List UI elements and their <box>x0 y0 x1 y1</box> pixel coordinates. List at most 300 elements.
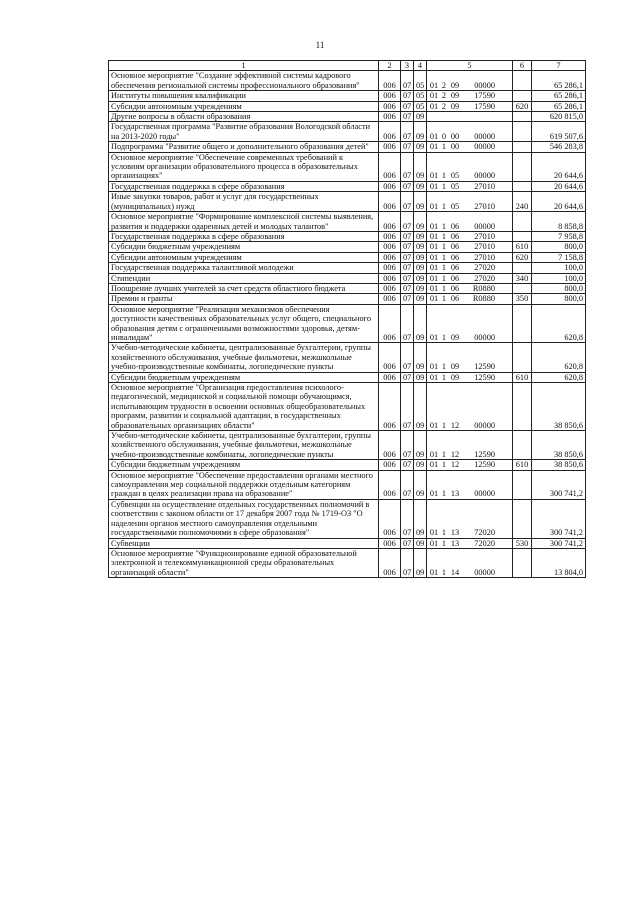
row-name: Субсидии автономным учреждениям <box>109 101 379 111</box>
row-name: Другие вопросы в области образования <box>109 112 379 122</box>
row-subsection-code: 09 <box>414 112 427 122</box>
row-subsection-code: 09 <box>414 372 427 382</box>
row-amount: 100,0 <box>532 273 586 283</box>
target-article-part-4: 27010 <box>474 181 495 191</box>
target-article-part-2: 1 <box>441 242 447 252</box>
row-target-article-code <box>427 538 513 548</box>
row-name: Основное мероприятие "Организация предоставления психолого-педагогической, медицинской и социальной помощи обучающимся, испытывающим трудности в освоении основных общеобразовательных программ, развитии и социальной адаптации, в государственных образовательных организациях области" <box>109 383 379 431</box>
target-article-part-3: 09 <box>450 101 460 111</box>
row-ministry-code: 006 <box>379 304 401 343</box>
header-col-4: 4 <box>414 61 427 71</box>
target-article-part-4: 00000 <box>474 420 495 430</box>
row-section-code: 07 <box>401 181 414 191</box>
row-section-code: 07 <box>401 431 414 460</box>
row-section-code: 07 <box>401 112 414 122</box>
target-article-part-2: 1 <box>441 362 447 372</box>
target-article-part-1: 01 <box>429 294 439 304</box>
row-amount: 38 850,6 <box>532 431 586 460</box>
table-row <box>109 431 586 460</box>
target-article-part-4: 17590 <box>474 91 495 101</box>
row-section-code: 07 <box>401 470 414 499</box>
row-subsection-code: 09 <box>414 273 427 283</box>
row-name: Премии и гранты <box>109 294 379 304</box>
row-name: Основное мероприятие "Создание эффективной системы кадрового обеспечения региональной системы профессионального образования" <box>109 71 379 91</box>
row-ministry-code: 006 <box>379 470 401 499</box>
target-article-part-1: 01 <box>429 449 439 459</box>
budget-table <box>108 60 586 578</box>
row-ministry-code: 006 <box>379 231 401 241</box>
row-expense-type-code: 620 <box>513 252 532 262</box>
target-article-part-4: 12590 <box>474 362 495 372</box>
target-article-part-2: 1 <box>441 567 447 577</box>
row-expense-type-code <box>513 122 532 142</box>
row-expense-type-code: 340 <box>513 273 532 283</box>
target-article-part-4: 12590 <box>474 460 495 470</box>
row-expense-type-code <box>513 181 532 191</box>
target-article-part-3: 09 <box>450 362 460 372</box>
table-row <box>109 192 586 212</box>
row-amount: 7 158,8 <box>532 252 586 262</box>
row-target-article-code <box>427 263 513 273</box>
target-article-part-1: 01 <box>429 489 439 499</box>
target-article-part-1: 01 <box>429 263 439 273</box>
row-expense-type-code <box>513 212 532 232</box>
target-article-part-4: R0880 <box>472 294 495 304</box>
target-article-part-2: 1 <box>441 263 447 273</box>
target-article-part-4: R0880 <box>472 283 495 293</box>
row-subsection-code: 09 <box>414 242 427 252</box>
row-target-article-code <box>427 112 513 122</box>
target-article-part-4: 72020 <box>474 528 495 538</box>
target-article-part-4: 27020 <box>474 263 495 273</box>
target-article-part-3: 06 <box>450 273 460 283</box>
row-subsection-code: 09 <box>414 431 427 460</box>
target-article-part-3: 06 <box>450 283 460 293</box>
header-col-7: 7 <box>532 61 586 71</box>
row-name: Государственная поддержка в сфере образования <box>109 231 379 241</box>
row-name: Основное мероприятие "Формирование комплексной системы выявления, развития и поддержки одаренных детей и молодых талантов" <box>109 212 379 232</box>
target-article-part-4: 27010 <box>474 252 495 262</box>
target-article-part-1: 01 <box>429 372 439 382</box>
row-amount: 620 815,0 <box>532 112 586 122</box>
target-article-part-1: 01 <box>429 142 439 152</box>
row-name: Стипендии <box>109 273 379 283</box>
target-article-part-1: 01 <box>429 252 439 262</box>
target-article-part-1: 01 <box>429 567 439 577</box>
table-row <box>109 231 586 241</box>
row-name: Субсидии бюджетным учреждениям <box>109 460 379 470</box>
row-target-article-code <box>427 499 513 538</box>
target-article-part-4: 00000 <box>474 567 495 577</box>
table-row <box>109 252 586 262</box>
target-article-part-2: 1 <box>441 283 447 293</box>
row-amount: 65 286,1 <box>532 71 586 91</box>
row-expense-type-code <box>513 431 532 460</box>
table-row <box>109 470 586 499</box>
row-ministry-code: 006 <box>379 372 401 382</box>
row-expense-type-code <box>513 304 532 343</box>
target-article-part-3: 09 <box>450 91 460 101</box>
row-name: Субсидии автономным учреждениям <box>109 252 379 262</box>
target-article-part-4: 00000 <box>474 171 495 181</box>
row-target-article-code <box>427 181 513 191</box>
row-subsection-code: 09 <box>414 231 427 241</box>
row-ministry-code: 006 <box>379 263 401 273</box>
row-subsection-code: 09 <box>414 470 427 499</box>
row-section-code: 07 <box>401 122 414 142</box>
row-amount: 20 644,6 <box>532 152 586 181</box>
target-article-part-4: 72020 <box>474 538 495 548</box>
row-amount: 300 741,2 <box>532 470 586 499</box>
table-row <box>109 242 586 252</box>
row-subsection-code: 09 <box>414 460 427 470</box>
row-subsection-code: 09 <box>414 192 427 212</box>
row-target-article-code <box>427 343 513 372</box>
header-row <box>109 61 586 71</box>
row-name: Государственная программа "Развитие образования Вологодской области на 2013-2020 годы" <box>109 122 379 142</box>
row-ministry-code: 006 <box>379 152 401 181</box>
header-col-5: 5 <box>427 61 513 71</box>
table-row <box>109 343 586 372</box>
row-expense-type-code <box>513 548 532 577</box>
table-row <box>109 294 586 304</box>
row-name: Основное мероприятие "Функционирование единой образовательной электронной и телекоммуникационной среды образовательных организаций области" <box>109 548 379 577</box>
row-target-article-code <box>427 122 513 142</box>
target-article-part-2: 1 <box>441 221 447 231</box>
row-subsection-code: 09 <box>414 142 427 152</box>
target-article-part-4: 00000 <box>474 489 495 499</box>
target-article-part-4: 17590 <box>474 101 495 111</box>
target-article-part-3: 05 <box>450 171 460 181</box>
row-section-code: 07 <box>401 304 414 343</box>
row-target-article-code <box>427 91 513 101</box>
target-article-part-1: 01 <box>429 528 439 538</box>
target-article-part-3: 05 <box>450 181 460 191</box>
table-row <box>109 142 586 152</box>
table-row <box>109 273 586 283</box>
row-subsection-code: 09 <box>414 152 427 181</box>
row-subsection-code: 09 <box>414 343 427 372</box>
row-section-code: 07 <box>401 252 414 262</box>
row-amount: 8 858,8 <box>532 212 586 232</box>
target-article-part-1: 01 <box>429 273 439 283</box>
target-article-part-1: 01 <box>429 242 439 252</box>
target-article-part-4: 27010 <box>474 201 495 211</box>
row-name: Основное мероприятие "Обеспечение предоставления органами местного самоуправления мер социальной поддержки отдельным категориям граждан в целях реализации права на образование" <box>109 470 379 499</box>
row-subsection-code: 05 <box>414 91 427 101</box>
target-article-part-2: 1 <box>441 489 447 499</box>
row-expense-type-code: 610 <box>513 242 532 252</box>
row-ministry-code: 006 <box>379 71 401 91</box>
target-article-part-2: 2 <box>441 101 447 111</box>
row-expense-type-code <box>513 470 532 499</box>
target-article-part-2: 1 <box>441 171 447 181</box>
row-name: Субсидии бюджетным учреждениям <box>109 372 379 382</box>
target-article-part-1: 01 <box>429 101 439 111</box>
target-article-part-4: 12590 <box>474 372 495 382</box>
row-section-code: 07 <box>401 242 414 252</box>
row-name: Институты повышения квалификации <box>109 91 379 101</box>
row-section-code: 07 <box>401 538 414 548</box>
row-amount: 65 286,1 <box>532 101 586 111</box>
table-row <box>109 460 586 470</box>
row-amount: 620,8 <box>532 343 586 372</box>
row-ministry-code: 006 <box>379 294 401 304</box>
target-article-part-1: 01 <box>429 231 439 241</box>
target-article-part-3: 05 <box>450 201 460 211</box>
row-name: Субвенции на осуществление отдельных государственных полномочий в соответствии с законом области от 17 декабря 2007 года № 1719-ОЗ "О наделении органов местного самоуправления отдельными государственными полномочиями в сфере образования" <box>109 499 379 538</box>
row-expense-type-code: 610 <box>513 372 532 382</box>
row-ministry-code: 006 <box>379 548 401 577</box>
target-article-part-1: 01 <box>429 80 439 90</box>
row-ministry-code: 006 <box>379 431 401 460</box>
row-section-code: 07 <box>401 460 414 470</box>
row-subsection-code: 09 <box>414 263 427 273</box>
target-article-part-3: 12 <box>450 449 460 459</box>
target-article-part-3: 13 <box>450 528 460 538</box>
target-article-part-1: 01 <box>429 460 439 470</box>
row-section-code: 07 <box>401 91 414 101</box>
row-name: Иные закупки товаров, работ и услуг для государственных (муниципальных) нужд <box>109 192 379 212</box>
target-article-part-2: 1 <box>441 273 447 283</box>
row-target-article-code <box>427 304 513 343</box>
row-section-code: 07 <box>401 283 414 293</box>
target-article-part-4: 27010 <box>474 242 495 252</box>
row-section-code: 07 <box>401 231 414 241</box>
target-article-part-2: 1 <box>441 372 447 382</box>
table-row <box>109 91 586 101</box>
row-subsection-code: 09 <box>414 548 427 577</box>
row-subsection-code: 09 <box>414 538 427 548</box>
row-amount: 620,8 <box>532 372 586 382</box>
row-amount: 7 958,8 <box>532 231 586 241</box>
row-expense-type-code: 610 <box>513 460 532 470</box>
row-target-article-code <box>427 294 513 304</box>
row-target-article-code <box>427 273 513 283</box>
row-subsection-code: 09 <box>414 252 427 262</box>
row-target-article-code <box>427 431 513 460</box>
row-amount: 620,8 <box>532 304 586 343</box>
table-row <box>109 538 586 548</box>
target-article-part-4: 00000 <box>474 80 495 90</box>
target-article-part-2: 1 <box>441 181 447 191</box>
target-article-part-2: 1 <box>441 231 447 241</box>
row-target-article-code <box>427 460 513 470</box>
row-target-article-code <box>427 372 513 382</box>
row-subsection-code: 05 <box>414 101 427 111</box>
row-subsection-code: 09 <box>414 294 427 304</box>
row-ministry-code: 006 <box>379 343 401 372</box>
table-row <box>109 181 586 191</box>
target-article-part-1: 01 <box>429 201 439 211</box>
target-article-part-1: 01 <box>429 283 439 293</box>
row-expense-type-code <box>513 142 532 152</box>
row-target-article-code <box>427 231 513 241</box>
row-expense-type-code: 240 <box>513 192 532 212</box>
row-name: Учебно-методические кабинеты, централизованные бухгалтерии, группы хозяйственного обслуживания, учебные фильмотеки, межшкольные учебно-производственные комбинаты, логопедические пункты <box>109 431 379 460</box>
row-section-code: 07 <box>401 263 414 273</box>
row-name: Субвенции <box>109 538 379 548</box>
row-amount: 300 741,2 <box>532 499 586 538</box>
row-subsection-code: 09 <box>414 122 427 142</box>
row-ministry-code: 006 <box>379 252 401 262</box>
target-article-part-3: 06 <box>450 242 460 252</box>
row-expense-type-code <box>513 91 532 101</box>
target-article-part-3: 12 <box>450 420 460 430</box>
row-expense-type-code <box>513 71 532 91</box>
target-article-part-2: 1 <box>441 294 447 304</box>
table-body <box>109 71 586 578</box>
row-section-code: 07 <box>401 101 414 111</box>
table-row <box>109 101 586 111</box>
row-target-article-code <box>427 283 513 293</box>
row-expense-type-code <box>513 263 532 273</box>
row-amount: 38 850,6 <box>532 383 586 431</box>
target-article-part-3: 06 <box>450 231 460 241</box>
target-article-part-4: 00000 <box>474 332 495 342</box>
row-target-article-code <box>427 152 513 181</box>
row-section-code: 07 <box>401 212 414 232</box>
row-name: Государственная поддержка в сфере образования <box>109 181 379 191</box>
table-row <box>109 112 586 122</box>
row-subsection-code: 09 <box>414 283 427 293</box>
target-article-part-1: 01 <box>429 362 439 372</box>
target-article-part-1: 01 <box>429 131 439 141</box>
target-article-part-2: 0 <box>441 131 447 141</box>
target-article-part-2: 1 <box>441 460 447 470</box>
target-article-part-2: 1 <box>441 449 447 459</box>
row-target-article-code <box>427 470 513 499</box>
row-amount: 619 507,6 <box>532 122 586 142</box>
row-ministry-code: 006 <box>379 499 401 538</box>
row-target-article-code <box>427 212 513 232</box>
row-expense-type-code <box>513 343 532 372</box>
row-amount: 546 283,8 <box>532 142 586 152</box>
table-row <box>109 283 586 293</box>
table-row <box>109 383 586 431</box>
target-article-part-3: 13 <box>450 538 460 548</box>
row-amount: 13 804,0 <box>532 548 586 577</box>
target-article-part-2: 1 <box>441 528 447 538</box>
row-expense-type-code <box>513 283 532 293</box>
target-article-part-2: 1 <box>441 332 447 342</box>
target-article-part-1: 01 <box>429 538 439 548</box>
row-amount: 800,0 <box>532 294 586 304</box>
row-amount: 100,0 <box>532 263 586 273</box>
row-amount: 300 741,2 <box>532 538 586 548</box>
row-ministry-code: 006 <box>379 142 401 152</box>
row-name: Поощрение лучших учителей за счет средств областного бюджета <box>109 283 379 293</box>
target-article-part-1: 01 <box>429 332 439 342</box>
target-article-part-3: 09 <box>450 80 460 90</box>
target-article-part-2: 1 <box>441 538 447 548</box>
row-subsection-code: 09 <box>414 499 427 538</box>
header-col-2: 2 <box>379 61 401 71</box>
target-article-part-3: 09 <box>450 372 460 382</box>
target-article-part-2: 2 <box>441 91 447 101</box>
row-ministry-code: 006 <box>379 112 401 122</box>
row-ministry-code: 006 <box>379 192 401 212</box>
table-header <box>109 61 586 71</box>
target-article-part-3: 09 <box>450 332 460 342</box>
row-ministry-code: 006 <box>379 242 401 252</box>
target-article-part-3: 00 <box>450 131 460 141</box>
table-row <box>109 499 586 538</box>
row-section-code: 07 <box>401 343 414 372</box>
target-article-part-4: 12590 <box>474 449 495 459</box>
row-expense-type-code <box>513 231 532 241</box>
row-expense-type-code <box>513 499 532 538</box>
row-target-article-code <box>427 548 513 577</box>
page-number: 11 <box>315 40 325 50</box>
row-amount: 38 850,6 <box>532 460 586 470</box>
row-ministry-code: 006 <box>379 122 401 142</box>
row-name: Основное мероприятие "Обеспечение современных требований к условиям организации образовательного процесса в образовательных организациях" <box>109 152 379 181</box>
row-section-code: 07 <box>401 192 414 212</box>
row-ministry-code: 006 <box>379 383 401 431</box>
row-amount: 65 286,1 <box>532 91 586 101</box>
row-ministry-code: 006 <box>379 273 401 283</box>
header-col-1: 1 <box>109 61 379 71</box>
row-expense-type-code <box>513 383 532 431</box>
row-subsection-code: 09 <box>414 304 427 343</box>
row-subsection-code: 09 <box>414 383 427 431</box>
row-expense-type-code: 530 <box>513 538 532 548</box>
row-ministry-code: 006 <box>379 181 401 191</box>
row-target-article-code <box>427 142 513 152</box>
row-section-code: 07 <box>401 548 414 577</box>
row-ministry-code: 006 <box>379 460 401 470</box>
target-article-part-1: 01 <box>429 181 439 191</box>
target-article-part-3: 06 <box>450 221 460 231</box>
row-section-code: 07 <box>401 273 414 283</box>
row-subsection-code: 09 <box>414 181 427 191</box>
target-article-part-4: 27010 <box>474 231 495 241</box>
table-row <box>109 212 586 232</box>
row-section-code: 07 <box>401 499 414 538</box>
row-amount: 800,0 <box>532 242 586 252</box>
target-article-part-3: 12 <box>450 460 460 470</box>
target-article-part-2: 1 <box>441 201 447 211</box>
row-expense-type-code: 350 <box>513 294 532 304</box>
row-amount: 20 644,6 <box>532 192 586 212</box>
row-subsection-code: 05 <box>414 71 427 91</box>
target-article-part-4: 00000 <box>474 142 495 152</box>
row-ministry-code: 006 <box>379 283 401 293</box>
table-row <box>109 548 586 577</box>
target-article-part-3: 00 <box>450 142 460 152</box>
row-target-article-code <box>427 71 513 91</box>
target-article-part-4: 27020 <box>474 273 495 283</box>
row-section-code: 07 <box>401 294 414 304</box>
target-article-part-1: 01 <box>429 171 439 181</box>
table-row <box>109 152 586 181</box>
row-expense-type-code <box>513 112 532 122</box>
table-row <box>109 372 586 382</box>
row-target-article-code <box>427 101 513 111</box>
target-article-part-4: 00000 <box>474 221 495 231</box>
target-article-part-2: 1 <box>441 142 447 152</box>
target-article-part-3: 06 <box>450 252 460 262</box>
row-name: Основное мероприятие "Реализация механизмов обеспечения доступности качественных образовательных услуг общего, специального образования детям с ограниченными возможностями здоровья, детям-инвалидам" <box>109 304 379 343</box>
target-article-part-1: 01 <box>429 420 439 430</box>
row-ministry-code: 006 <box>379 91 401 101</box>
row-name: Учебно-методические кабинеты, централизованные бухгалтерии, группы хозяйственного обслуживания, учебные фильмотеки, межшкольные учебно-производственные комбинаты, логопедические пункты <box>109 343 379 372</box>
row-ministry-code: 006 <box>379 212 401 232</box>
row-subsection-code: 09 <box>414 212 427 232</box>
row-target-article-code <box>427 242 513 252</box>
row-section-code: 07 <box>401 152 414 181</box>
